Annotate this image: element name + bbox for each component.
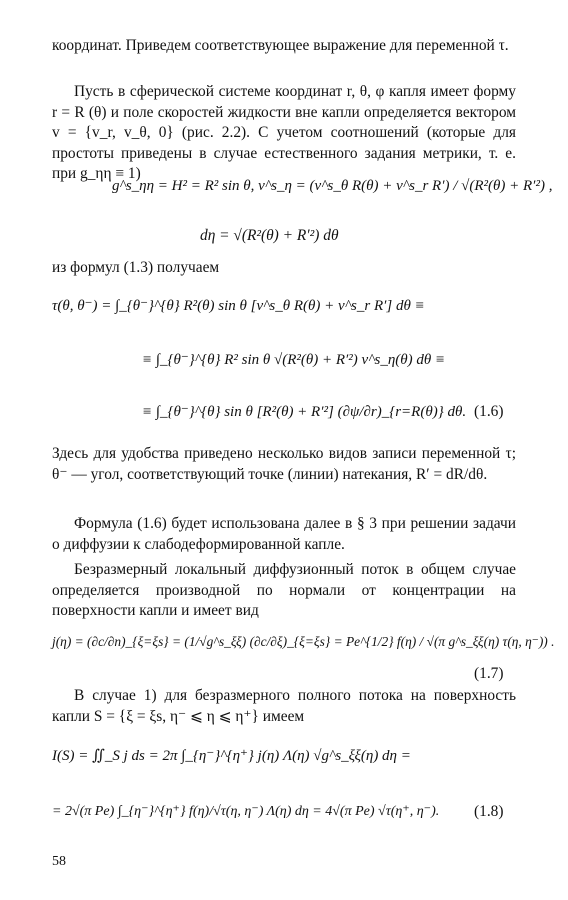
paragraph-text: В случае 1) для безразмерного полного потока на поверхность капли S = {ξ = ξs, η⁻ ⩽ η ⩽ η⁺} имеем bbox=[52, 687, 516, 725]
paragraph-formula-usage bbox=[52, 514, 516, 555]
paragraph-total-flux bbox=[52, 686, 516, 727]
paragraph-spherical bbox=[52, 82, 516, 185]
equation-flux: j(η) = (∂c/∂n)_{ξ=ξs} = (1/√g^s_ξξ) (∂c/∂ξ)_{ξ=ξs} = Pe^{1/2} f(η) / √(π g^s_ξξ(η) τ(η, η⁻)) . bbox=[52, 634, 555, 649]
equation-number-1-6: (1.6) bbox=[474, 403, 504, 420]
paragraph-text: из формул (1.3) получаем bbox=[52, 259, 220, 276]
equation-deta: dη = √(R²(θ) + R′²) dθ bbox=[200, 227, 339, 244]
paragraph-intro bbox=[52, 36, 516, 57]
equation-tau-line1: τ(θ, θ⁻) = ∫_{θ⁻}^{θ} R²(θ) sin θ [v^s_θ R(θ) + v^s_r R′] dθ ≡ bbox=[52, 298, 425, 314]
equation-total-line2: = 2√(π Pe) ∫_{η⁻}^{η⁺} f(η)/√τ(η, η⁻) Λ(η) dη = 4√(π Pe) √τ(η⁺, η⁻). bbox=[52, 804, 440, 819]
paragraph-notation bbox=[52, 444, 516, 485]
paragraph-text: Безразмерный локальный диффузионный поток в общем случае определяется производной по нормали от концентрации на поверхности капли и имеет вид bbox=[52, 561, 516, 620]
paragraph-text: Пусть в сферической системе координат r, θ, φ капля имеет форму r = R (θ) и поле скоростей жидкости вне капли определяется вектором v = {v_r, v_θ, 0} (рис. 2.2). С учетом соотношений (которые для простоты приведены в случае естественного задания метрики, т. е. при g_ηη ≡ 1) bbox=[52, 83, 516, 183]
paragraph-text: координат. Приведем соответствующее выражение для переменной τ. bbox=[52, 37, 509, 54]
paragraph-text: Здесь для удобства приведено несколько видов записи переменной τ; θ⁻ — угол, соответствующий точке (линии) натекания, R′ = dR/dθ. bbox=[52, 445, 516, 483]
equation-tau-line3: ≡ ∫_{θ⁻}^{θ} sin θ [R²(θ) + R′²] (∂ψ/∂r)_{r=R(θ)} dθ. bbox=[142, 404, 467, 420]
equation-total-line1: I(S) = ∬_S j ds = 2π ∫_{η⁻}^{η⁺} j(η) Λ(η) √g^s_ξξ(η) dη = bbox=[52, 748, 411, 764]
paragraph-diffusion-flux bbox=[52, 560, 516, 622]
equation-number-1-8: (1.8) bbox=[474, 803, 504, 820]
paragraph-text: Формула (1.6) будет использована далее в § 3 при решении задачи о диффузии к слабодеформированной капле. bbox=[52, 515, 516, 553]
page-number: 58 bbox=[52, 854, 66, 869]
equation-number-1-7: (1.7) bbox=[474, 665, 504, 682]
paragraph-from-formulas bbox=[52, 258, 516, 279]
equation-metric: g^s_ηη = H² = R² sin θ, v^s_η = (v^s_θ R(θ) + v^s_r R′) / √(R²(θ) + R′²) , bbox=[112, 178, 553, 194]
equation-tau-line2: ≡ ∫_{θ⁻}^{θ} R² sin θ √(R²(θ) + R′²) v^s_η(θ) dθ ≡ bbox=[142, 352, 446, 368]
